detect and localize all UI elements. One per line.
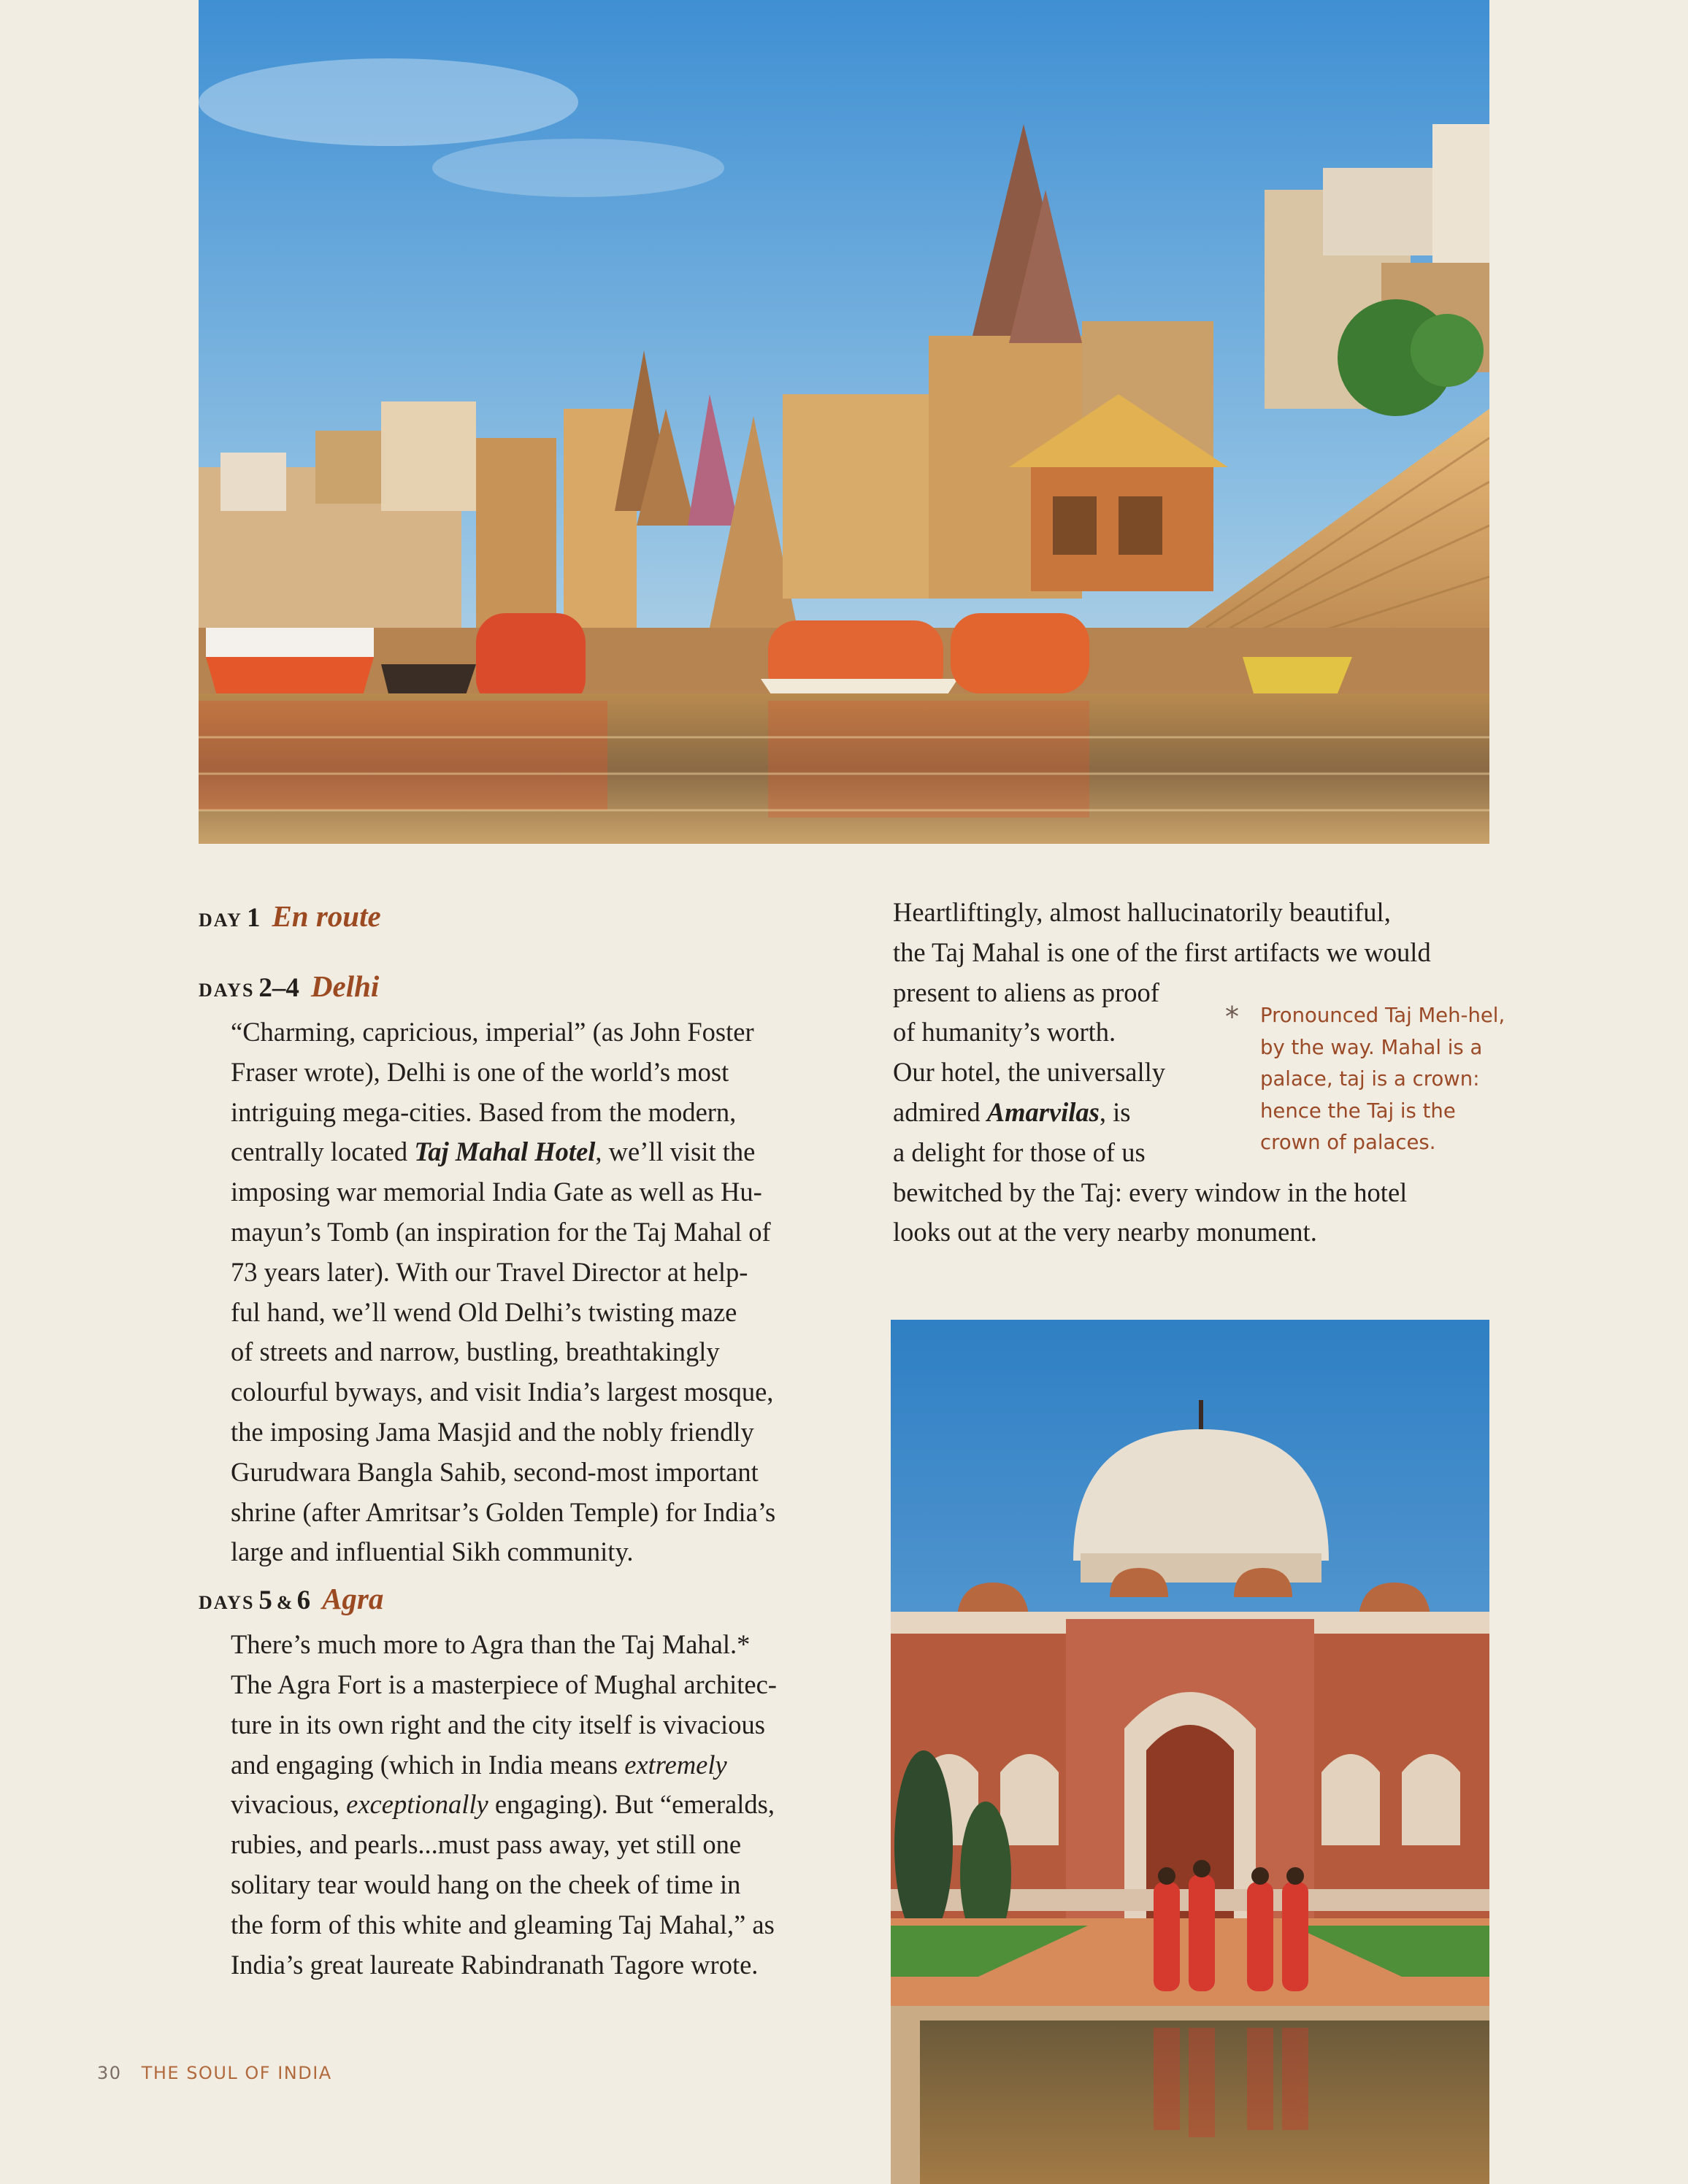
sidenote-line: crown of palaces. — [1260, 1131, 1436, 1154]
day-place: Delhi — [310, 969, 380, 1003]
days-5-6-heading — [199, 1584, 826, 1620]
text-run: engaging). But “emeralds, — [488, 1789, 775, 1820]
text-line: imposing war memorial India Gate as well as Hu- — [231, 1177, 762, 1207]
day-number: 1 — [246, 903, 261, 933]
text-line: “Charming, capricious, imperial” (as John Foster — [231, 1017, 754, 1047]
text-run: , is — [1099, 1096, 1131, 1127]
hotel-name: Amarvilas — [986, 1096, 1100, 1127]
day-number: 6 — [296, 1585, 311, 1616]
text-line: colourful byways, and visit India’s largest mosque, — [231, 1377, 774, 1407]
humayun-tomb-photo — [891, 1320, 1489, 2184]
text-line: Gurudwara Bangla Sahib, second-most important — [231, 1456, 759, 1487]
text-line: looks out at the very nearby monument. — [893, 1217, 1317, 1247]
page-footer — [97, 2063, 332, 2083]
text-line: 73 years later). With our Travel Director at help- — [231, 1256, 748, 1287]
sidenote-line: by the way. Mahal is a — [1260, 1035, 1483, 1059]
day-number: 5 — [258, 1585, 272, 1616]
ampersand: & — [276, 1592, 293, 1614]
text-line — [231, 1132, 826, 1172]
emphasis: extremely — [624, 1749, 727, 1780]
text-line: mayun’s Tomb (an inspiration for the Taj Mahal of — [231, 1216, 771, 1247]
text-run: vivacious, — [231, 1789, 347, 1820]
text-line: of streets and narrow, bustling, breathtakingly — [231, 1337, 720, 1367]
day-place: Agra — [322, 1582, 384, 1616]
text-line: large and influential Sikh community. — [231, 1537, 634, 1567]
hotel-name: Taj Mahal Hotel — [414, 1137, 596, 1167]
sidenote-text — [1227, 1000, 1519, 1159]
text-run: , we’ll visit the — [595, 1137, 756, 1167]
text-line: shrine (after Amritsar’s Golden Temple) for India’s — [231, 1496, 776, 1527]
text-line: ture in its own right and the city itself is vivacious — [231, 1709, 765, 1739]
day-label: DAYS — [199, 980, 255, 1001]
text-line — [231, 1785, 826, 1825]
sidenote-line: Pronounced Taj Meh-hel, — [1260, 1004, 1505, 1027]
text-line: the form of this white and gleaming Taj Mahal,” as — [231, 1909, 775, 1939]
text-line: ful hand, we’ll wend Old Delhi’s twisting maze — [231, 1296, 737, 1327]
text-line: present to aliens as proof — [893, 977, 1159, 1007]
text-run: and engaging (which in India means — [231, 1749, 625, 1780]
text-line: The Agra Fort is a masterpiece of Mughal architec- — [231, 1669, 777, 1699]
publication-title: THE SOUL OF INDIA — [141, 2063, 332, 2083]
day-number: 2–4 — [258, 973, 299, 1003]
text-line: There’s much more to Agra than the Taj Mahal.* — [231, 1629, 751, 1660]
text-line: the Taj Mahal is one of the first artifacts we would — [893, 937, 1431, 967]
text-run: centrally located — [231, 1137, 415, 1167]
text-line: the imposing Jama Masjid and the nobly friendly — [231, 1416, 754, 1447]
text-line: a delight for those of us — [893, 1137, 1146, 1167]
pronunciation-sidenote — [1227, 1000, 1519, 1159]
text-line: of humanity’s worth. — [893, 1017, 1116, 1047]
sidenote-line: palace, taj is a crown: — [1260, 1067, 1480, 1091]
day-label: DAYS — [199, 1592, 255, 1614]
itinerary-left-column — [199, 901, 826, 1985]
text-line: Fraser wrote), Delhi is one of the world’s most — [231, 1056, 729, 1087]
agra-paragraph — [199, 1625, 826, 1985]
text-line: intriguing mega-cities. Based from the modern, — [231, 1096, 737, 1127]
asterisk-icon: * — [1225, 1001, 1239, 1033]
day-label: DAY — [199, 910, 242, 931]
text-line: solitary tear would hang on the cheek of time in — [231, 1869, 741, 1899]
page-number: 30 — [97, 2063, 122, 2083]
emphasis: exceptionally — [346, 1789, 488, 1820]
text-line: India’s great laureate Rabindranath Tagore wrote. — [231, 1949, 759, 1980]
text-line: Our hotel, the universally — [893, 1057, 1166, 1088]
text-line — [231, 1745, 826, 1785]
text-line: Heartliftingly, almost hallucinatorily beautiful, — [893, 897, 1391, 927]
sidenote-line: hence the Taj is the — [1260, 1099, 1456, 1123]
text-line: rubies, and pearls...must pass away, yet still one — [231, 1829, 742, 1860]
days-2-4-heading — [199, 969, 826, 1008]
day-place: En route — [272, 899, 381, 933]
text-run: admired — [893, 1096, 987, 1127]
text-line: bewitched by the Taj: every window in the hotel — [893, 1177, 1408, 1207]
day-1-heading — [199, 901, 826, 938]
varanasi-ghats-photo — [199, 0, 1489, 844]
delhi-paragraph — [199, 1012, 826, 1572]
